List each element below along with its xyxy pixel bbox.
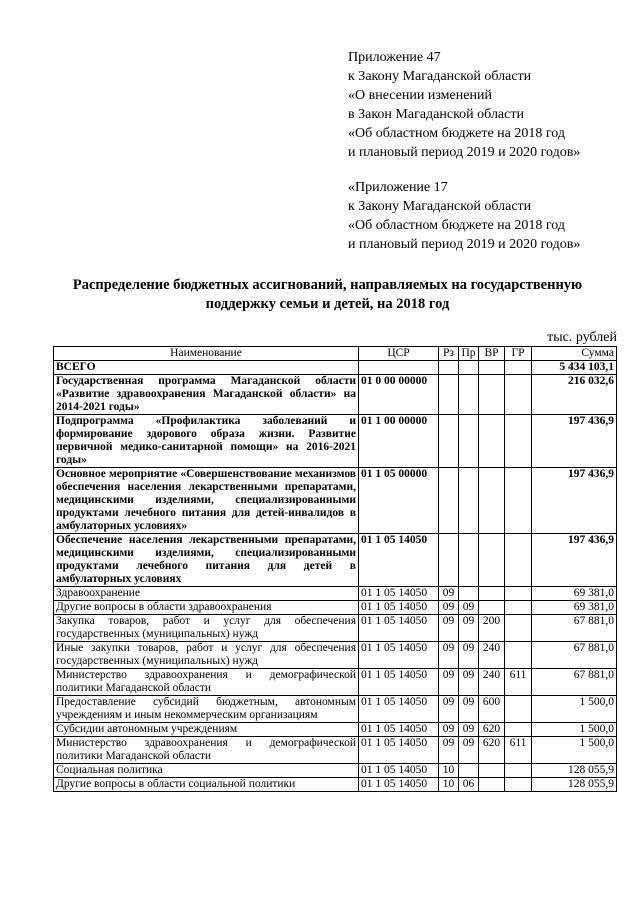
row-rz xyxy=(439,375,459,415)
row-gr xyxy=(505,723,532,737)
row-sum: 69 381,0 xyxy=(532,601,617,615)
appendix-47-line: к Закону Магаданской области xyxy=(348,69,532,84)
row-csr: 01 1 05 14050 xyxy=(359,587,439,601)
row-sum: 128 055,9 xyxy=(532,764,617,778)
table-row xyxy=(54,361,617,375)
row-sum: 1 500,0 xyxy=(532,723,617,737)
row-pr xyxy=(459,361,479,375)
row-gr xyxy=(505,361,532,375)
row-rz xyxy=(439,361,459,375)
table-row xyxy=(54,778,617,792)
row-rz xyxy=(439,415,459,468)
table-row xyxy=(54,587,617,601)
appendix-47-line: Приложение 47 xyxy=(348,50,441,65)
table-row xyxy=(54,764,617,778)
row-name: Министерство здравоохранения и демографической политики Магаданской области xyxy=(54,669,359,696)
row-vr: 620 xyxy=(479,737,505,764)
row-csr: 01 1 05 14050 xyxy=(359,737,439,764)
row-name: Предоставление субсидий бюджетным, автономным учреждениям и иным некоммерческим организациям xyxy=(54,696,359,723)
document-title xyxy=(40,276,615,314)
header-sum: Сумма xyxy=(532,347,617,361)
row-pr xyxy=(459,468,479,534)
table-header-row xyxy=(54,347,617,361)
row-sum: 5 434 103,1 xyxy=(532,361,617,375)
row-sum: 67 881,0 xyxy=(532,642,617,669)
row-gr xyxy=(505,587,532,601)
row-rz: 09 xyxy=(439,642,459,669)
row-pr: 09 xyxy=(459,737,479,764)
table-row xyxy=(54,375,617,415)
row-gr xyxy=(505,615,532,642)
row-csr xyxy=(359,361,439,375)
document-title-line-1: Распределение бюджетных ассигнований, направляемых на государственную xyxy=(72,277,583,293)
row-name: Иные закупки товаров, работ и услуг для обеспечения государственных (муниципальных) нужд xyxy=(54,642,359,669)
appendix-17-line: «Приложение 17 xyxy=(348,180,448,195)
header-pr: Пр xyxy=(459,347,479,361)
row-gr xyxy=(505,415,532,468)
row-csr: 01 1 05 14050 xyxy=(359,615,439,642)
header-vr: ВР xyxy=(479,347,505,361)
row-sum: 1 500,0 xyxy=(532,737,617,764)
row-pr: 09 xyxy=(459,696,479,723)
row-name: Министерство здравоохранения и демографической политики Магаданской области xyxy=(54,737,359,764)
header-gr: ГР xyxy=(505,347,532,361)
table-row xyxy=(54,723,617,737)
row-csr: 01 0 00 00000 xyxy=(359,375,439,415)
appendix-47-line: «Об областном бюджете на 2018 год xyxy=(348,126,565,141)
row-vr: 600 xyxy=(479,696,505,723)
row-name: Другие вопросы в области здравоохранения xyxy=(54,601,359,615)
row-csr: 01 1 05 14050 xyxy=(359,696,439,723)
row-rz: 09 xyxy=(439,615,459,642)
table-row xyxy=(54,601,617,615)
row-name: Социальная политика xyxy=(54,764,359,778)
row-gr: 611 xyxy=(505,737,532,764)
row-rz: 10 xyxy=(439,778,459,792)
row-name: Основное мероприятие «Совершенствование механизмов обеспечения населения лекарственными препаратами, медицинскими изделиями, специализированными продуктами лечебного питания для детей-инвалидов в амбулаторных условиях» xyxy=(54,468,359,534)
row-rz: 10 xyxy=(439,764,459,778)
row-sum: 197 436,9 xyxy=(532,468,617,534)
header-rz: Рз xyxy=(439,347,459,361)
appendix-47-line: в Закон Магаданской области xyxy=(348,107,524,122)
row-rz xyxy=(439,534,459,587)
row-vr xyxy=(479,361,505,375)
row-vr xyxy=(479,415,505,468)
row-rz: 09 xyxy=(439,723,459,737)
row-gr xyxy=(505,601,532,615)
row-name: Государственная программа Магаданской области «Развитие здравоохранения Магаданской области» на 2014-2021 годы» xyxy=(54,375,359,415)
row-sum: 128 055,9 xyxy=(532,778,617,792)
row-gr xyxy=(505,778,532,792)
row-vr xyxy=(479,468,505,534)
header-csr: ЦСР xyxy=(359,347,439,361)
row-name: Подпрограмма «Профилактика заболеваний и формирование здорового образа жизни. Развитие первичной медико-санитарной помощи» на 2016-2021 годы» xyxy=(54,415,359,468)
row-name: Закупка товаров, работ и услуг для обеспечения государственных (муниципальных) нужд xyxy=(54,615,359,642)
row-sum: 197 436,9 xyxy=(532,415,617,468)
appendix-17-line: к Закону Магаданской области xyxy=(348,199,532,214)
row-name: Обеспечение населения лекарственными препаратами, медицинскими изделиями, специализированными продуктами лечебного питания для детей в амбулаторных условиях xyxy=(54,534,359,587)
row-pr xyxy=(459,587,479,601)
row-csr: 01 1 05 14050 xyxy=(359,723,439,737)
row-vr xyxy=(479,764,505,778)
row-pr xyxy=(459,534,479,587)
table-row xyxy=(54,468,617,534)
table-row xyxy=(54,696,617,723)
appendix-47-line: «О внесении изменений xyxy=(348,88,492,103)
row-gr xyxy=(505,534,532,587)
row-csr: 01 1 05 14050 xyxy=(359,534,439,587)
row-name: Другие вопросы в области социальной политики xyxy=(54,778,359,792)
row-sum: 67 881,0 xyxy=(532,615,617,642)
row-rz: 09 xyxy=(439,737,459,764)
appendix-17-line: «Об областном бюджете на 2018 год xyxy=(348,218,565,233)
row-sum: 1 500,0 xyxy=(532,696,617,723)
row-pr xyxy=(459,375,479,415)
row-name: Субсидии автономным учреждениям xyxy=(54,723,359,737)
row-rz: 09 xyxy=(439,669,459,696)
row-pr: 09 xyxy=(459,669,479,696)
row-vr: 240 xyxy=(479,669,505,696)
row-pr: 09 xyxy=(459,615,479,642)
row-pr: 09 xyxy=(459,642,479,669)
row-rz xyxy=(439,468,459,534)
row-csr: 01 1 05 14050 xyxy=(359,601,439,615)
row-csr: 01 1 05 14050 xyxy=(359,642,439,669)
row-rz: 09 xyxy=(439,696,459,723)
row-csr: 01 1 05 14050 xyxy=(359,778,439,792)
table-row xyxy=(54,415,617,468)
units-label: тыс. рублей xyxy=(547,330,617,345)
row-vr xyxy=(479,778,505,792)
appendix-17-line: и плановый период 2019 и 2020 годов» xyxy=(348,237,581,252)
row-vr: 620 xyxy=(479,723,505,737)
table-row xyxy=(54,615,617,642)
row-rz: 09 xyxy=(439,601,459,615)
row-sum: 197 436,9 xyxy=(532,534,617,587)
row-sum: 67 881,0 xyxy=(532,669,617,696)
row-vr: 240 xyxy=(479,642,505,669)
appendix-47-header xyxy=(348,48,628,162)
row-vr: 200 xyxy=(479,615,505,642)
row-csr: 01 1 05 14050 xyxy=(359,764,439,778)
header-name: Наименование xyxy=(54,347,359,361)
row-pr: 09 xyxy=(459,601,479,615)
table-row xyxy=(54,534,617,587)
budget-table xyxy=(53,346,617,792)
row-gr xyxy=(505,696,532,723)
row-rz: 09 xyxy=(439,587,459,601)
row-pr xyxy=(459,415,479,468)
row-pr xyxy=(459,764,479,778)
document-title-line-2: поддержку семьи и детей, на 2018 год xyxy=(205,296,450,312)
row-gr xyxy=(505,468,532,534)
appendix-47-line: и плановый период 2019 и 2020 годов» xyxy=(348,145,581,160)
row-gr xyxy=(505,642,532,669)
row-vr xyxy=(479,534,505,587)
row-name: ВСЕГО xyxy=(54,361,359,375)
appendix-17-header xyxy=(348,178,628,254)
row-csr: 01 1 05 14050 xyxy=(359,669,439,696)
row-name: Здравоохранение xyxy=(54,587,359,601)
row-csr: 01 1 00 00000 xyxy=(359,415,439,468)
table-row xyxy=(54,669,617,696)
row-vr xyxy=(479,601,505,615)
table-row xyxy=(54,737,617,764)
row-sum: 216 032,6 xyxy=(532,375,617,415)
row-gr xyxy=(505,764,532,778)
row-csr: 01 1 05 00000 xyxy=(359,468,439,534)
row-vr xyxy=(479,587,505,601)
row-vr xyxy=(479,375,505,415)
table-row xyxy=(54,642,617,669)
row-sum: 69 381,0 xyxy=(532,587,617,601)
row-gr: 611 xyxy=(505,669,532,696)
row-pr: 09 xyxy=(459,723,479,737)
row-pr: 06 xyxy=(459,778,479,792)
row-gr xyxy=(505,375,532,415)
